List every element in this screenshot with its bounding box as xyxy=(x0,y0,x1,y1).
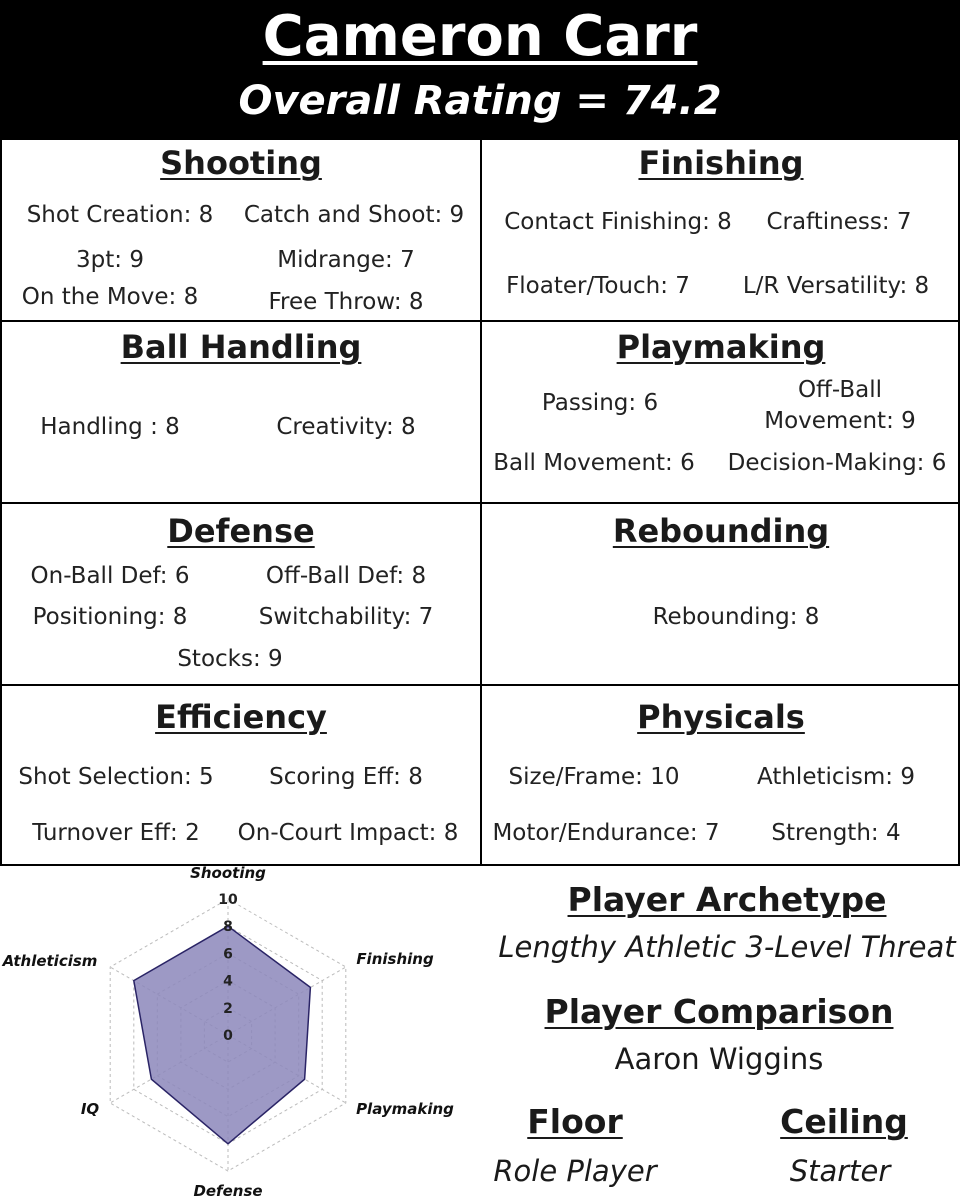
radar-axis-label-iq: IQ xyxy=(80,1100,100,1118)
header-banner xyxy=(0,0,960,138)
ceiling-value: Starter xyxy=(789,1154,891,1188)
stat-positioning: Positioning: 8 xyxy=(32,604,188,630)
rebounding-section xyxy=(482,504,960,686)
finishing-title: Finishing xyxy=(638,144,804,182)
radar-axis-label-finishing: Finishing xyxy=(356,950,434,968)
floor-value: Role Player xyxy=(493,1154,657,1188)
ceiling-heading: Ceiling xyxy=(780,1102,908,1141)
radar-tick-label: 4 xyxy=(223,973,233,990)
stat-on-the-move: On the Move: 8 xyxy=(21,284,199,310)
stat-passing: Passing: 6 xyxy=(541,390,659,416)
stat-creativity: Creativity: 8 xyxy=(276,414,416,440)
stat-craftiness: Craftiness: 7 xyxy=(766,209,912,235)
stat-motor-endurance: Motor/Endurance: 7 xyxy=(492,820,720,846)
rebounding-title: Rebounding xyxy=(612,512,830,550)
stat-contact-finishing: Contact Finishing: 8 xyxy=(504,209,732,235)
ratings-grid xyxy=(0,138,960,866)
floor-heading: Floor xyxy=(527,1102,623,1141)
efficiency-section xyxy=(2,686,482,866)
stat-midrange: Midrange: 7 xyxy=(277,247,415,273)
radar-tick-label: 0 xyxy=(223,1028,233,1044)
defense-title: Defense xyxy=(167,512,315,550)
stat-strength: Strength: 4 xyxy=(771,820,901,846)
stat-shot-selection: Shot Selection: 5 xyxy=(18,764,214,790)
radar-tick-label: 2 xyxy=(223,1000,233,1017)
stat-ball-movement: Ball Movement: 6 xyxy=(493,450,695,476)
efficiency-title: Efficiency xyxy=(155,698,327,736)
physicals-section xyxy=(482,686,960,866)
stat-handling: Handling : 8 xyxy=(40,414,180,440)
stat-decision-making: Decision-Making: 6 xyxy=(727,450,947,476)
ball-handling-section xyxy=(2,322,482,504)
stat-off-ball-def: Off-Ball Def: 8 xyxy=(265,563,427,589)
defense-section xyxy=(2,504,482,686)
stat-on-court-impact: On-Court Impact: 8 xyxy=(237,820,459,846)
stat-shot-creation: Shot Creation: 8 xyxy=(26,202,214,228)
stat-on-ball-def: On-Ball Def: 6 xyxy=(30,563,190,589)
stat-floater-touch: Floater/Touch: 7 xyxy=(506,273,690,299)
stat-off-ball-line1: Off-Ball xyxy=(797,377,883,403)
shooting-section xyxy=(2,140,482,322)
stat-athleticism: Athleticism: 9 xyxy=(757,764,915,790)
comparison-value: Aaron Wiggins xyxy=(614,1042,824,1076)
radar-axis-label-playmaking: Playmaking xyxy=(356,1100,454,1118)
finishing-section xyxy=(482,140,960,322)
playmaking-title: Playmaking xyxy=(616,328,826,366)
stat-switchability: Switchability: 7 xyxy=(258,604,434,630)
stat-off-ball-line2: Movement: 9 xyxy=(764,408,916,434)
radar-tick-label: 6 xyxy=(223,946,233,963)
stat-rebounding: Rebounding: 8 xyxy=(652,604,820,630)
radar-axis-label-athleticism: Athleticism xyxy=(2,952,98,970)
stat-scoring-eff: Scoring Eff: 8 xyxy=(269,764,423,790)
playmaking-section xyxy=(482,322,960,504)
stat-3pt: 3pt: 9 xyxy=(76,247,144,273)
stat-catch-and-shoot: Catch and Shoot: 9 xyxy=(243,202,465,228)
shooting-title: Shooting xyxy=(160,144,322,182)
ball-handling-title: Ball Handling xyxy=(120,328,362,366)
stat-lr-versatility: L/R Versatility: 8 xyxy=(742,273,930,299)
overall-rating: Overall Rating = 74.2 xyxy=(238,78,722,124)
radar-chart-svg xyxy=(0,866,470,1200)
stat-turnover-eff: Turnover Eff: 2 xyxy=(32,820,200,846)
info-panel xyxy=(480,866,960,1200)
radar-chart xyxy=(0,866,470,1200)
stat-size-frame: Size/Frame: 10 xyxy=(508,764,680,790)
radar-axis-label-defense: Defense xyxy=(193,1182,263,1200)
physicals-title: Physicals xyxy=(637,698,805,736)
player-name: Cameron Carr xyxy=(262,4,698,69)
comparison-heading: Player Comparison xyxy=(544,992,894,1031)
radar-tick-label: 8 xyxy=(223,919,233,936)
stat-stocks: Stocks: 9 xyxy=(177,646,283,672)
archetype-heading: Player Archetype xyxy=(567,880,887,919)
archetype-value: Lengthy Athletic 3-Level Threat xyxy=(498,930,956,964)
radar-tick-label: 10 xyxy=(218,892,238,908)
stat-free-throw: Free Throw: 8 xyxy=(268,289,424,315)
radar-data-area xyxy=(134,926,311,1144)
radar-axis-label-shooting: Shooting xyxy=(190,866,266,882)
